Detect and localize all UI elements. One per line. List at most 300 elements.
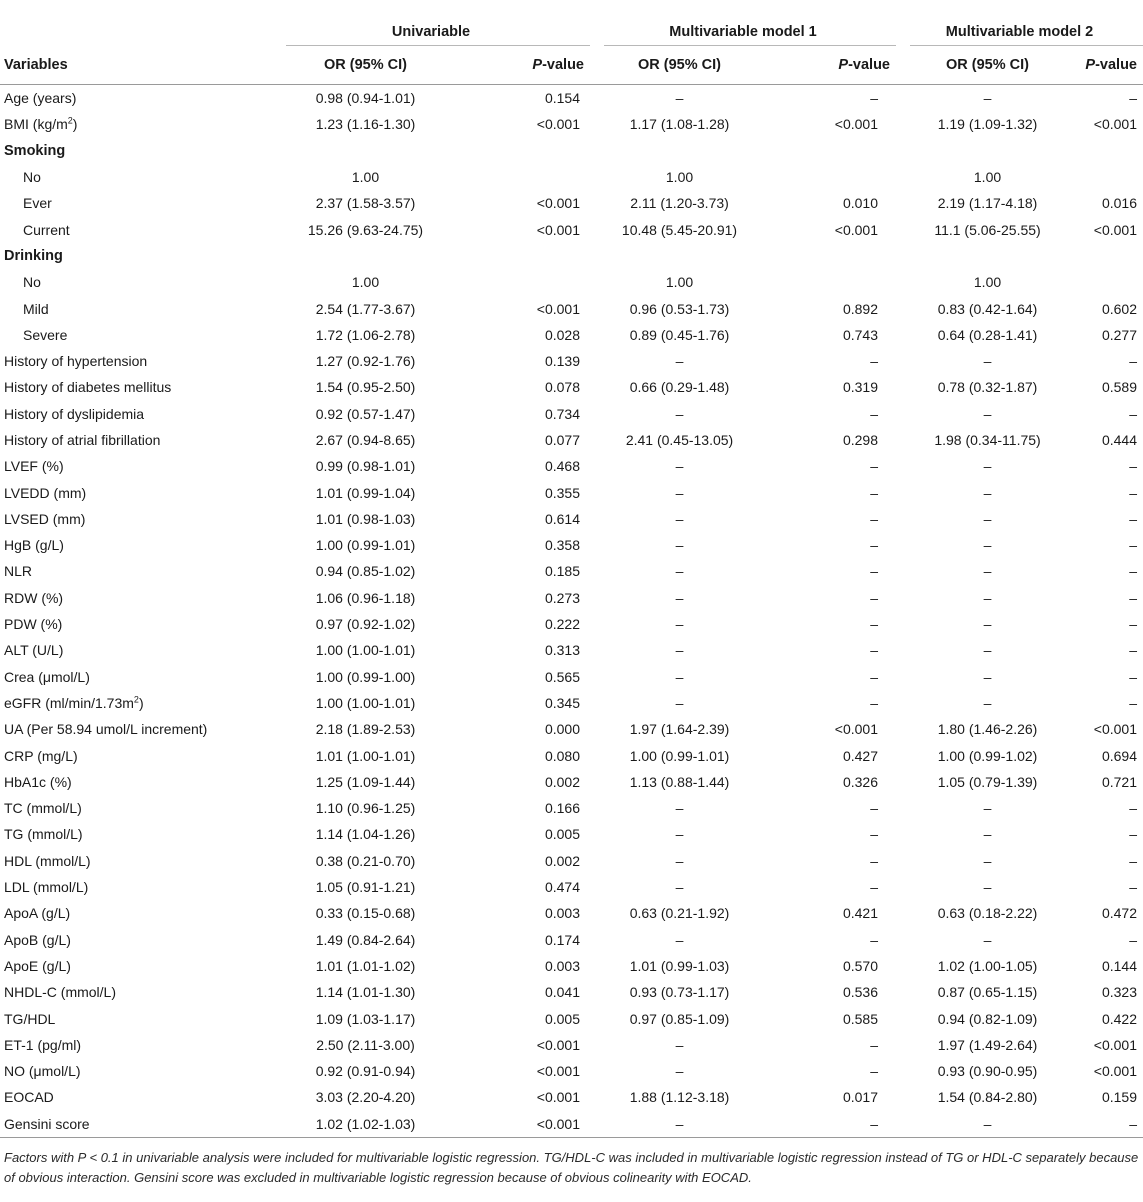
or-univariable: 1.06 (0.96-1.18)	[315, 589, 416, 606]
p-model-1: 0.570	[842, 957, 879, 974]
variable-label	[0, 664, 272, 690]
or-model-1: 0.97 (0.85-1.09)	[629, 1010, 730, 1027]
empty-cell	[769, 138, 896, 164]
variable-label-text: TC (mmol/L)	[4, 800, 82, 817]
variable-label	[0, 558, 272, 584]
table-row	[0, 742, 1143, 768]
or-univariable: 1.01 (0.99-1.04)	[315, 484, 416, 501]
table-row	[0, 85, 1143, 112]
variable-label	[0, 611, 272, 637]
superscript: 2	[133, 694, 139, 705]
or-univariable: 2.67 (0.94-8.65)	[315, 432, 416, 448]
p-model-2: –	[1129, 484, 1138, 501]
p-univariable: 0.166	[544, 800, 581, 817]
p-univariable: 0.078	[544, 379, 581, 396]
p-univariable	[459, 269, 590, 295]
or-model-2: –	[983, 563, 992, 580]
variable-label	[0, 506, 272, 532]
or-model-1: 1.88 (1.12-3.18)	[629, 1089, 730, 1106]
p-model-1: –	[870, 458, 879, 475]
p-model-1	[769, 269, 896, 295]
p-model-2: 0.323	[1101, 984, 1138, 1001]
or-model-2: –	[983, 668, 992, 685]
p-model-2: –	[1129, 826, 1138, 843]
p-univariable: 0.355	[544, 484, 581, 501]
p-model-2: –	[1129, 800, 1138, 817]
p-model-2: –	[1129, 931, 1138, 948]
header-p-model-1	[769, 46, 896, 85]
header-or-model-1: OR (95% CI)	[590, 46, 769, 85]
p-model-1: 0.326	[842, 773, 879, 790]
p-model-1: –	[870, 616, 879, 633]
or-model-1: –	[675, 90, 684, 107]
or-model-1: –	[590, 1111, 769, 1138]
variable-label-text: ET-1 (pg/ml)	[4, 1036, 82, 1053]
or-model-1: –	[675, 458, 684, 475]
variable-label	[0, 453, 272, 479]
p-univariable: 0.003	[544, 957, 581, 974]
p-model-1: 0.427	[842, 747, 879, 764]
variable-label-text: ApoB (g/L)	[4, 931, 71, 948]
p-model-2: –	[1129, 405, 1138, 422]
p-model-1: 0.319	[842, 379, 879, 396]
or-model-2: 2.19 (1.17-4.18)	[937, 195, 1038, 212]
or-model-2: 0.64 (0.28-1.41)	[937, 326, 1038, 343]
variable-label-text: HDL (mmol/L)	[4, 852, 91, 869]
p-model-1: 0.585	[842, 1010, 879, 1027]
or-univariable: 2.54 (1.77-3.67)	[315, 300, 416, 317]
header-p-letter: P	[532, 57, 543, 73]
empty-cell	[272, 138, 459, 164]
variable-label	[0, 953, 272, 979]
table-row	[0, 111, 1143, 137]
or-univariable: 1.00 (0.99-1.01)	[315, 537, 416, 554]
variable-label-text: Mild	[23, 300, 49, 317]
or-model-1: 1.17 (1.08-1.28)	[629, 116, 730, 133]
table-row	[0, 821, 1143, 847]
header-group-row	[0, 0, 1143, 46]
p-model-2: 0.721	[1101, 773, 1138, 790]
or-univariable: 1.05 (0.91-1.21)	[315, 879, 416, 896]
or-model-1: –	[675, 800, 684, 817]
or-model-1: 2.11 (1.20-3.73)	[630, 195, 729, 212]
table-row	[0, 322, 1143, 348]
table-row	[0, 900, 1143, 926]
p-univariable: <0.001	[536, 221, 581, 238]
section-row	[0, 138, 1143, 164]
or-model-1: 1.13 (0.88-1.44)	[629, 773, 730, 790]
or-univariable: 1.27 (0.92-1.76)	[315, 353, 416, 370]
or-model-2: –	[983, 826, 992, 843]
header-model-1	[590, 0, 896, 46]
or-model-2: –	[983, 458, 992, 475]
table-row	[0, 374, 1143, 400]
or-model-2: –	[983, 800, 992, 817]
or-model-1: 1.00 (0.99-1.01)	[629, 747, 730, 764]
table-row	[0, 532, 1143, 558]
or-univariable: 1.02 (1.02-1.03)	[272, 1111, 459, 1138]
variable-label-text: Gensini score	[4, 1115, 90, 1132]
p-model-1: 0.421	[842, 905, 879, 922]
p-univariable: 0.139	[544, 353, 581, 370]
p-univariable: 0.222	[544, 616, 581, 633]
p-model-2: –	[1129, 694, 1138, 711]
variable-label	[0, 1058, 272, 1084]
p-model-1: –	[870, 1063, 879, 1080]
table-row	[0, 558, 1143, 584]
or-model-2: 1.19 (1.09-1.32)	[937, 116, 1038, 133]
p-univariable: 0.313	[544, 642, 581, 659]
empty-cell	[896, 138, 1079, 164]
or-model-2: 1.97 (1.49-2.64)	[937, 1036, 1038, 1053]
table-row	[0, 401, 1143, 427]
variable-label-text: EOCAD	[4, 1089, 54, 1106]
header-p-model-2	[1079, 46, 1143, 85]
header-p-letter: P	[838, 57, 849, 73]
or-model-2: –	[983, 931, 992, 948]
table-row	[0, 611, 1143, 637]
table-row	[0, 453, 1143, 479]
p-model-2: –	[1129, 90, 1138, 107]
variable-label-suffix: )	[138, 694, 144, 711]
table-row	[0, 795, 1143, 821]
header-p-rest: -value	[542, 57, 585, 73]
p-model-1: 0.298	[842, 432, 879, 448]
or-model-2: 1.02 (1.00-1.05)	[937, 957, 1038, 974]
table-footnote: Factors with P < 0.1 in univariable analysis were included for multivariable logistic regression. TG/HDL-C was included in multivariable logistic regression instead of TG or HDL-C separately because of obvious interaction. Gensini score was excluded in multivariable logistic regression because of obvious colinearity with EOCAD.	[4, 1149, 1139, 1185]
table-row	[0, 716, 1143, 742]
table-row	[0, 585, 1143, 611]
or-model-1: 10.48 (5.45-20.91)	[621, 221, 738, 238]
variable-label-text: NLR	[4, 563, 33, 580]
or-model-1: –	[675, 537, 684, 554]
or-model-1: –	[675, 563, 684, 580]
p-model-1: 0.017	[842, 1089, 879, 1106]
variable-label-text: ALT (U/L)	[4, 642, 64, 659]
p-model-1: <0.001	[834, 721, 879, 738]
table-row	[0, 690, 1143, 716]
p-model-2: –	[1129, 616, 1138, 633]
or-model-1: –	[675, 484, 684, 501]
or-model-2: 0.93 (0.90-0.95)	[937, 1063, 1038, 1080]
variable-label	[0, 190, 272, 216]
table-row	[0, 979, 1143, 1005]
variable-label-text: Current	[23, 221, 70, 238]
header-univariable	[272, 0, 590, 46]
or-univariable: 1.09 (1.03-1.17)	[315, 1010, 416, 1027]
variable-label	[0, 269, 272, 295]
p-model-2: –	[1129, 563, 1138, 580]
or-model-1: –	[675, 668, 684, 685]
variable-label	[0, 111, 272, 137]
p-univariable: 0.002	[544, 852, 581, 869]
variable-label-text: eGFR (ml/min/1.73m	[4, 694, 134, 711]
or-model-2: 0.94 (0.82-1.09)	[937, 1010, 1038, 1027]
variable-label-text: BMI (kg/m	[4, 116, 68, 133]
or-model-2: 1.00	[973, 274, 1002, 291]
variable-label-suffix: )	[72, 116, 78, 133]
or-model-1: 0.66 (0.29-1.48)	[629, 379, 730, 396]
p-univariable: <0.001	[536, 300, 581, 317]
header-model-2	[896, 0, 1143, 46]
or-model-2: –	[983, 405, 992, 422]
or-model-2: –	[983, 616, 992, 633]
p-univariable: 0.474	[544, 879, 581, 896]
p-model-1: –	[870, 800, 879, 817]
p-model-1: –	[870, 90, 879, 107]
empty-cell	[459, 138, 590, 164]
header-univariable-label: Univariable	[391, 24, 471, 40]
or-univariable: 2.18 (1.89-2.53)	[315, 721, 416, 738]
variable-label-text: RDW (%)	[4, 589, 64, 606]
or-univariable: 0.92 (0.57-1.47)	[315, 405, 416, 422]
p-model-2: –	[1129, 353, 1138, 370]
or-model-2: 1.54 (0.84-2.80)	[937, 1089, 1038, 1106]
p-univariable: 0.005	[544, 1010, 581, 1027]
table-row	[0, 1058, 1143, 1084]
variable-label	[0, 690, 272, 716]
variable-label	[0, 322, 272, 348]
p-model-2: 0.144	[1101, 957, 1138, 974]
header-or-model-2: OR (95% CI)	[896, 46, 1079, 85]
p-univariable: 0.468	[544, 458, 581, 475]
variable-label-text: Ever	[23, 195, 52, 212]
p-model-2: –	[1129, 879, 1138, 896]
or-model-1: –	[675, 826, 684, 843]
p-univariable: <0.001	[459, 1111, 590, 1138]
section-label	[0, 138, 272, 164]
variable-label-text: Severe	[23, 326, 68, 343]
variable-label	[0, 1111, 272, 1138]
variable-label-text: No	[23, 169, 41, 186]
or-univariable: 1.01 (1.01-1.02)	[315, 957, 416, 974]
empty-cell	[272, 243, 459, 269]
variable-label-text: HbA1c (%)	[4, 773, 72, 790]
variable-label-text: ApoA (g/L)	[4, 905, 71, 922]
p-model-2: –	[1129, 537, 1138, 554]
table-row	[0, 348, 1143, 374]
variable-label	[0, 374, 272, 400]
variable-label	[0, 532, 272, 558]
table-row	[0, 190, 1143, 216]
variable-label-text: Crea (μmol/L)	[4, 668, 90, 685]
or-univariable: 3.03 (2.20-4.20)	[315, 1089, 416, 1106]
variable-label-text: History of hypertension	[4, 353, 148, 370]
empty-cell	[1079, 243, 1143, 269]
or-model-1: 1.00	[665, 274, 694, 291]
table-row	[0, 953, 1143, 979]
variable-label	[0, 874, 272, 900]
p-model-2: 0.016	[1101, 195, 1138, 212]
p-model-2: 0.589	[1101, 379, 1138, 396]
empty-cell	[896, 243, 1079, 269]
table-body	[0, 85, 1143, 1138]
table-row	[0, 164, 1143, 190]
header-variables: Variables	[0, 46, 272, 85]
section-label	[0, 243, 272, 269]
empty-cell	[590, 243, 769, 269]
or-univariable: 1.23 (1.16-1.30)	[315, 116, 416, 133]
p-model-2: 0.602	[1101, 300, 1138, 317]
or-univariable: 0.98 (0.94-1.01)	[315, 90, 416, 107]
table-row	[0, 769, 1143, 795]
or-univariable: 1.00	[351, 274, 380, 291]
p-model-1: –	[870, 589, 879, 606]
p-univariable: 0.077	[544, 432, 581, 448]
or-model-1: –	[675, 694, 684, 711]
p-model-2: –	[1129, 589, 1138, 606]
variable-label	[0, 85, 272, 112]
variable-label	[0, 427, 272, 453]
p-model-2: 0.277	[1101, 326, 1138, 343]
header-blank	[0, 0, 272, 46]
p-univariable: 0.000	[544, 721, 581, 738]
variable-label	[0, 795, 272, 821]
p-model-1: –	[870, 484, 879, 501]
variable-label-text: UA (Per 58.94 umol/L increment)	[4, 721, 208, 738]
or-model-1: –	[675, 931, 684, 948]
or-model-1: –	[675, 616, 684, 633]
empty-cell	[1079, 138, 1143, 164]
p-model-1: <0.001	[834, 221, 879, 238]
p-model-1: <0.001	[834, 116, 879, 133]
variable-label	[0, 401, 272, 427]
variable-label	[0, 716, 272, 742]
p-univariable: 0.345	[544, 694, 581, 711]
variable-label-text: HgB (g/L)	[4, 537, 64, 554]
or-model-1: 0.96 (0.53-1.73)	[629, 300, 730, 317]
or-univariable: 1.72 (1.06-2.78)	[315, 326, 416, 343]
variable-label-text: TG (mmol/L)	[4, 826, 83, 843]
or-model-1: –	[675, 589, 684, 606]
or-model-2: 1.05 (0.79-1.39)	[937, 773, 1038, 790]
p-model-1: 0.536	[842, 984, 879, 1001]
table-row	[0, 1084, 1143, 1110]
empty-cell	[590, 138, 769, 164]
table-row	[0, 874, 1143, 900]
variable-label-text: LVEDD (mm)	[4, 484, 87, 501]
p-model-1: 0.892	[842, 300, 879, 317]
p-model-2: <0.001	[1093, 116, 1138, 133]
p-model-2: –	[1129, 668, 1138, 685]
p-model-2: 0.159	[1101, 1089, 1138, 1106]
p-univariable: <0.001	[536, 1036, 581, 1053]
variable-label-text: No	[23, 274, 41, 291]
or-univariable: 2.50 (2.11-3.00)	[316, 1036, 415, 1053]
variable-label-text: History of diabetes mellitus	[4, 379, 172, 396]
header-p-rest: -value	[848, 57, 891, 73]
or-model-2: –	[983, 642, 992, 659]
or-univariable: 0.38 (0.21-0.70)	[315, 852, 416, 869]
p-model-1: –	[870, 405, 879, 422]
header-p-letter: P	[1085, 57, 1096, 73]
section-row	[0, 243, 1143, 269]
variable-label	[0, 1084, 272, 1110]
variable-label-text: NO (μmol/L)	[4, 1063, 81, 1080]
or-model-1: –	[675, 1036, 684, 1053]
p-univariable: 0.005	[544, 826, 581, 843]
p-model-2: <0.001	[1093, 221, 1138, 238]
or-univariable: 1.00 (0.99-1.00)	[315, 668, 416, 685]
p-model-2: <0.001	[1093, 721, 1138, 738]
variable-label-text: ApoE (g/L)	[4, 957, 71, 974]
or-univariable: 15.26 (9.63-24.75)	[307, 221, 424, 238]
table-row	[0, 927, 1143, 953]
or-model-1: –	[675, 405, 684, 422]
variable-label	[0, 479, 272, 505]
variable-label-text: Age (years)	[4, 90, 77, 107]
or-model-2: 0.87 (0.65-1.15)	[937, 984, 1038, 1001]
p-univariable: 0.080	[544, 747, 581, 764]
p-model-1: –	[870, 826, 879, 843]
variable-label	[0, 348, 272, 374]
p-univariable: <0.001	[536, 1089, 581, 1106]
p-model-2: <0.001	[1093, 1063, 1138, 1080]
p-univariable: <0.001	[536, 116, 581, 133]
header-p-univariable	[459, 46, 590, 85]
variable-label-text: History of dyslipidemia	[4, 405, 145, 422]
variable-label	[0, 848, 272, 874]
p-univariable: <0.001	[536, 1063, 581, 1080]
variable-label	[0, 295, 272, 321]
or-univariable: 1.14 (1.01-1.30)	[315, 984, 416, 1001]
p-univariable: 0.174	[544, 931, 581, 948]
variable-label-text: LVSED (mm)	[4, 510, 86, 527]
variable-label	[0, 637, 272, 663]
table-row	[0, 1005, 1143, 1031]
variable-label-text: TG/HDL	[4, 1010, 56, 1027]
header-model-2-label: Multivariable model 2	[945, 24, 1094, 40]
variable-label-text: LDL (mmol/L)	[4, 879, 89, 896]
or-univariable: 1.25 (1.09-1.44)	[315, 773, 416, 790]
or-model-1: 1.00	[665, 169, 694, 186]
p-model-1: –	[870, 537, 879, 554]
or-model-1: 0.93 (0.73-1.17)	[629, 984, 730, 1001]
p-model-2: –	[1129, 852, 1138, 869]
p-univariable: 0.565	[544, 668, 581, 685]
header-p-rest: -value	[1095, 57, 1138, 73]
p-model-2: 0.472	[1101, 905, 1138, 922]
variable-label	[0, 1005, 272, 1031]
p-model-1	[769, 164, 896, 190]
p-univariable: 0.358	[544, 537, 581, 554]
p-model-2: –	[1079, 1111, 1143, 1138]
or-model-1: –	[675, 353, 684, 370]
table-row	[0, 1111, 1143, 1138]
p-model-1: –	[870, 353, 879, 370]
or-model-2: –	[983, 879, 992, 896]
or-model-2: –	[896, 1111, 1079, 1138]
p-univariable: 0.614	[544, 510, 581, 527]
or-model-1: –	[675, 852, 684, 869]
p-univariable: 0.185	[544, 563, 581, 580]
variable-label	[0, 927, 272, 953]
or-univariable: 1.14 (1.04-1.26)	[315, 826, 416, 843]
p-model-1: –	[870, 668, 879, 685]
variable-label	[0, 900, 272, 926]
p-model-2: –	[1129, 458, 1138, 475]
p-model-1: –	[870, 931, 879, 948]
or-model-1: –	[675, 642, 684, 659]
variable-label	[0, 216, 272, 242]
p-model-1: –	[769, 1111, 896, 1138]
p-model-2: 0.422	[1101, 1010, 1138, 1027]
or-model-2: –	[983, 852, 992, 869]
table-row	[0, 848, 1143, 874]
variable-label-text: Drinking	[4, 247, 63, 264]
p-model-2	[1079, 164, 1143, 190]
or-model-1: 2.41 (0.45-13.05)	[625, 432, 734, 448]
